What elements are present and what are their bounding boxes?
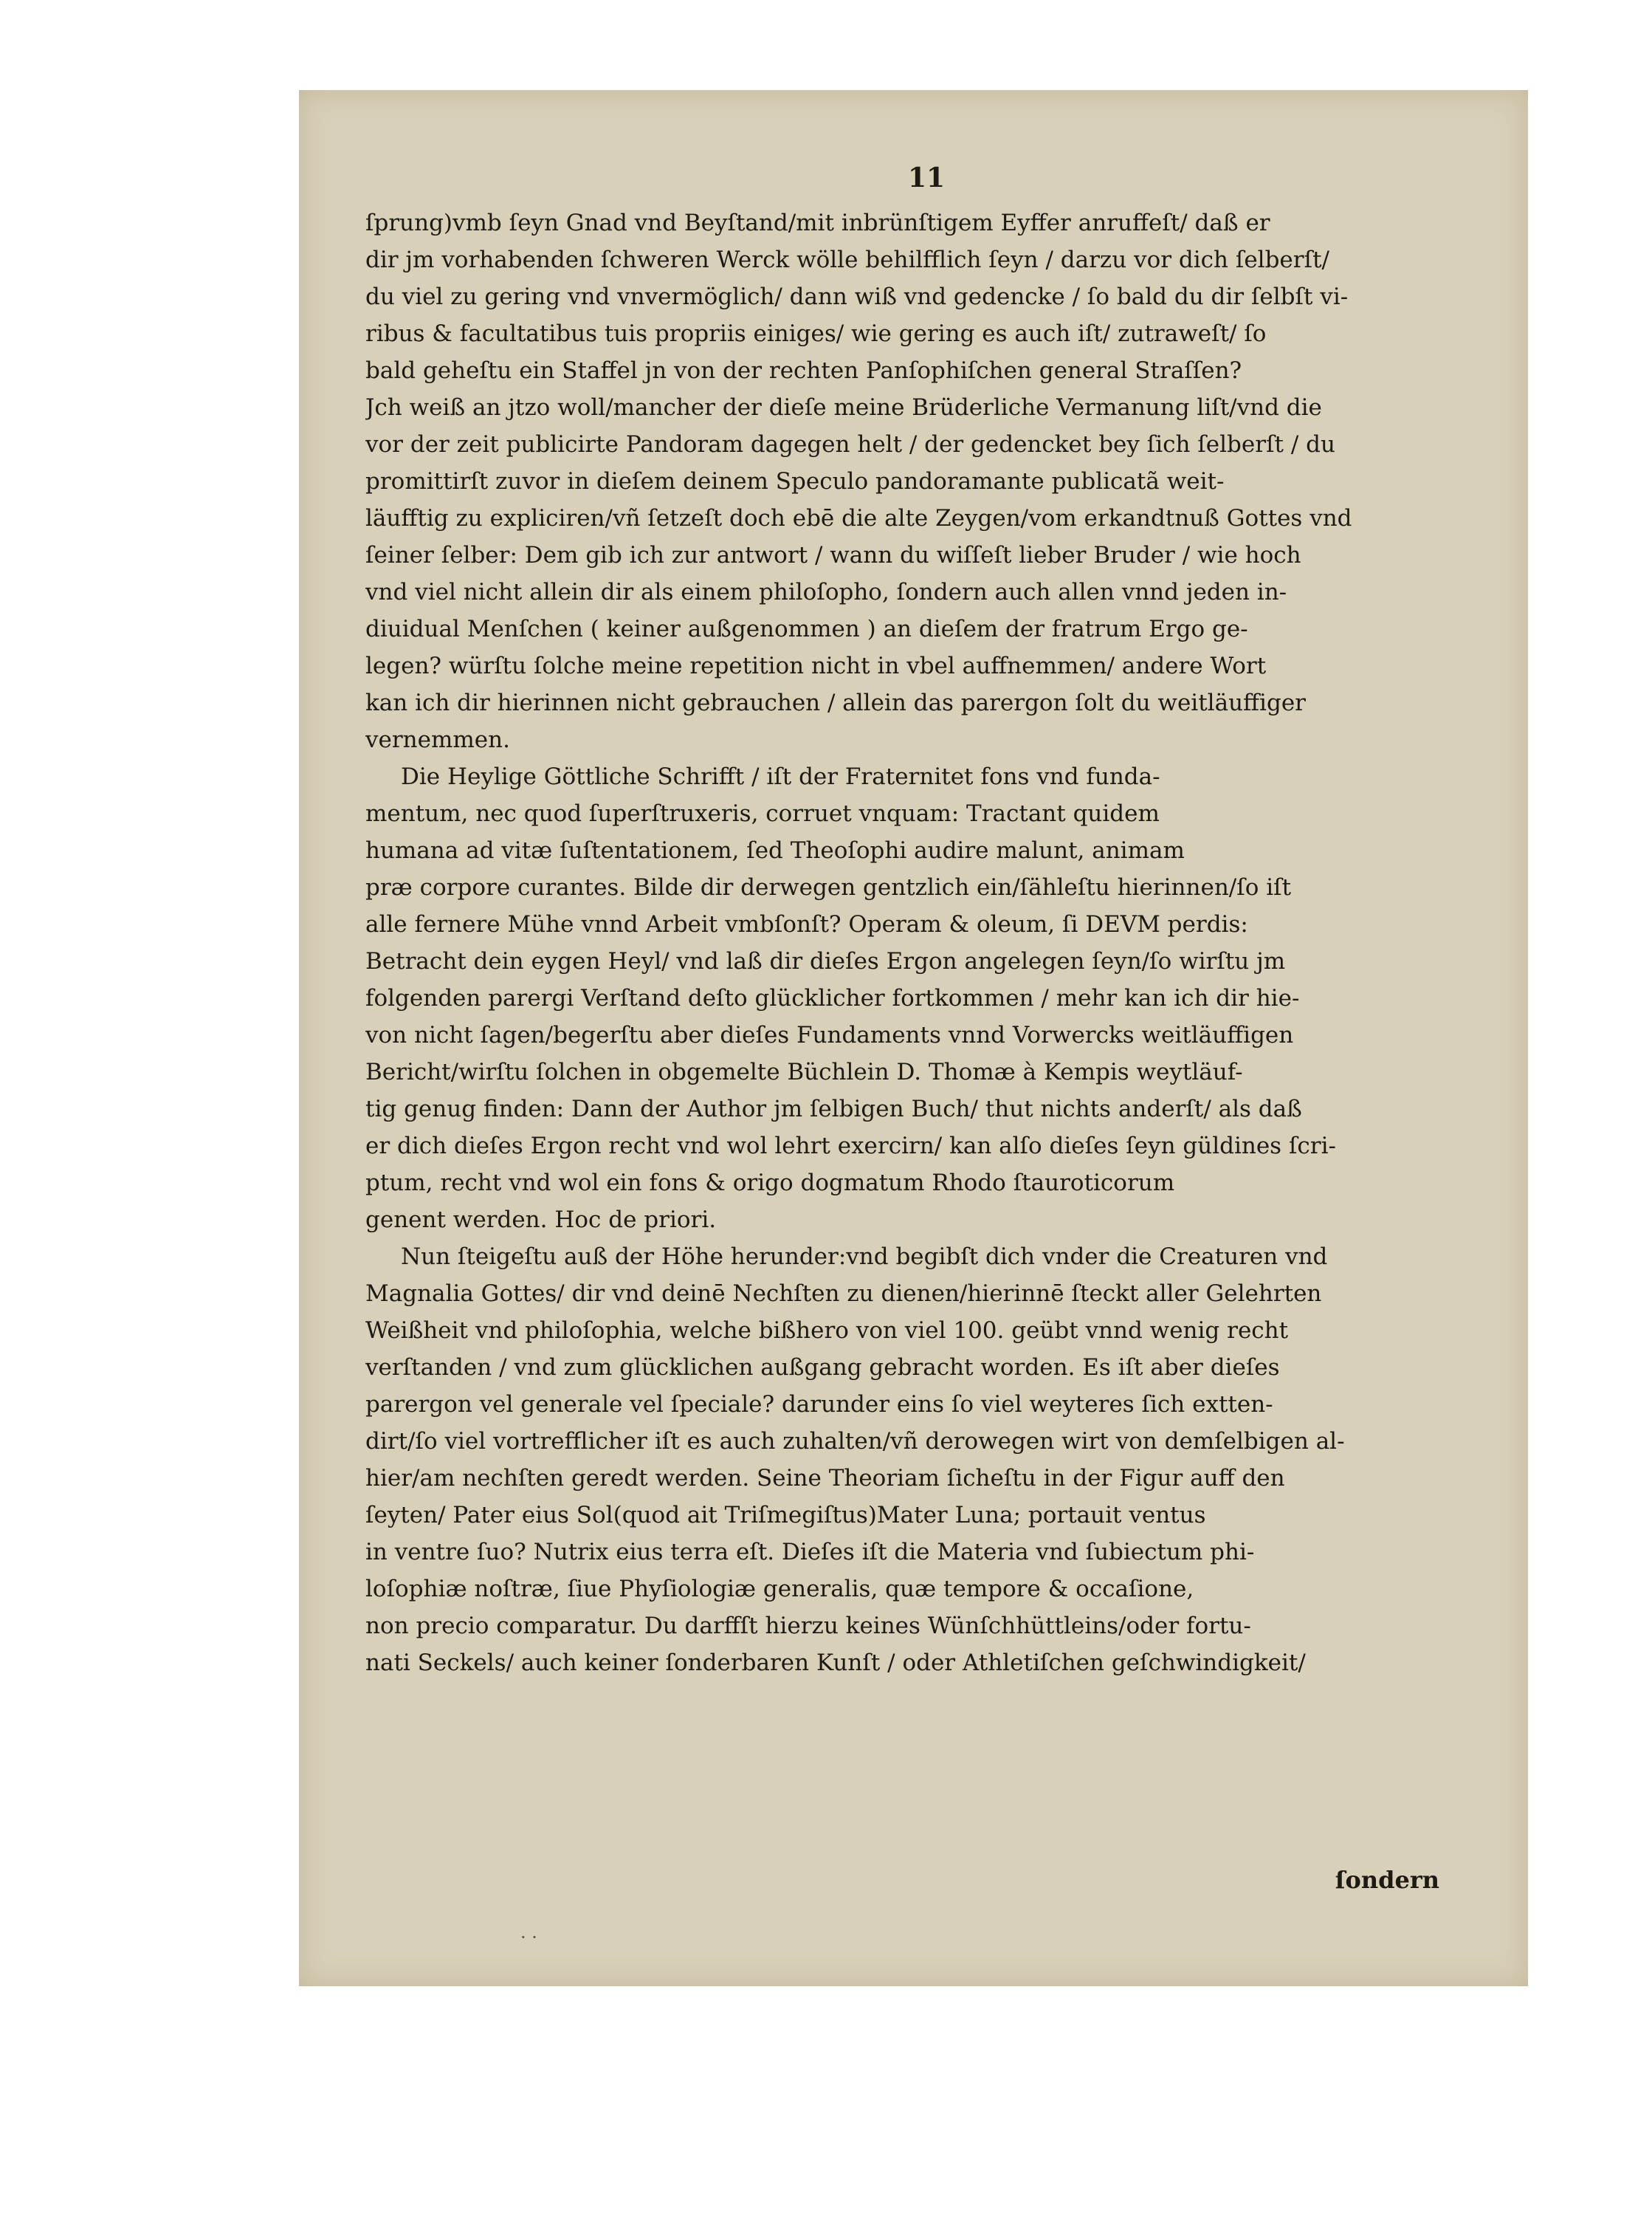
catchword: ſondern [1335,1866,1439,1894]
paragraph-start-line: Nun ſteigeſtu auß der Höhe herunder:vnd begibſt dich vnder die Creaturen vnd [401,1243,1328,1270]
text-line: ſeyten/ Pater eius Sol(quod ait Triſmegiſtus)Mater Luna; portauit ventus [365,1502,1206,1528]
text-line: Weißheit vnd philoſophia, welche bißhero von viel 100. geübt vnnd wenig recht [365,1317,1289,1344]
text-line: humana ad vitæ ſuſtentationem, ſed Theoſophi audire malunt, animam [365,837,1185,864]
text-line: loſophiæ noſtræ, ſiue Phyſiologiæ generalis, quæ tempore & occaſione, [365,1576,1194,1602]
page-text [365,205,1450,1681]
book-page [299,90,1528,1986]
text-line: kan ich dir hierinnen nicht gebrauchen / allein das parergon ſolt du weitläuffiger [365,690,1306,716]
text-line: non precio comparatur. Du darffſt hierzu keines Wünſchhüttleins/oder fortu- [365,1613,1251,1639]
text-line: nati Seckels/ auch keiner ſonderbaren Kunſt / oder Athletiſchen geſchwindigkeit/ [365,1650,1306,1676]
text-line: diuidual Menſchen ( keiner außgenommen ) an dieſem der fratrum Ergo ge- [365,616,1248,642]
text-line: Magnalia Gottes/ dir vnd deinē Nechſten zu dienen/hierinnē ſteckt aller Gelehrten [365,1280,1322,1307]
text-line: in ventre ſuo? Nutrix eius terra eſt. Dieſes iſt die Materia vnd ſubiectum phi- [365,1539,1255,1565]
text-line: von nicht ſagen/begerſtu aber dieſes Fundaments vnnd Vorwercks weitläuffigen [365,1022,1294,1048]
text-line: tig genug finden: Dann der Author jm ſelbigen Buch/ thut nichts anderſt/ als daß [365,1096,1302,1122]
text-line: ribus & facultatibus tuis propriis einiges/ wie gering es auch iſt/ zutraweſt/ ſo [365,320,1267,347]
text-line: legen? würſtu ſolche meine repetition nicht in vbel auffnemmen/ andere Wort [365,653,1267,679]
text-line: parergon vel generale vel ſpeciale? darunder eins ſo viel weyteres ſich extten- [365,1391,1273,1418]
text-line: promittirſt zuvor in dieſem deinem Speculo pandoramante publicatã weit- [365,468,1225,495]
paragraph-start-line: Die Heylige Göttliche Schrifft / iſt der Fraternitet fons vnd funda- [401,763,1160,790]
text-line: du viel zu gering vnd vnvermöglich/ dann wiß vnd gedencke / ſo bald du dir ſelbſt vi- [365,284,1349,310]
text-line: mentum, nec quod ſuperſtruxeris, corruet vnquam: Tractant quidem [365,800,1160,827]
text-line: dirt/ſo viel vortrefflicher iſt es auch zuhalten/vñ derowegen wirt von demſelbigen al- [365,1428,1345,1455]
page-number: 11 [907,162,946,193]
text-line: ſeiner ſelber: Dem gib ich zur antwort / wann du wiſſeſt lieber Bruder / wie hoch [365,542,1301,569]
text-line: vernemmen. [365,727,510,753]
text-line: hier/am nechſten geredt werden. Seine Theoriam ſicheſtu in der Figur auff den [365,1465,1285,1492]
text-line: folgenden parergi Verſtand deſto glücklicher fortkommen / mehr kan ich dir hie- [365,985,1300,1012]
text-line: ſprung)vmb ſeyn Gnad vnd Beyſtand/mit inbrünſtigem Eyffer anruffeſt/ daß er [365,210,1270,236]
text-line: vor der zeit publicirte Pandoram dagegen helt / der gedencket bey ſich ſelberſt / du [365,431,1335,458]
text-line: dir jm vorhabenden ſchweren Werck wölle behilfflich ſeyn / darzu vor dich ſelberſt/ [365,247,1329,273]
text-line: alle fernere Mühe vnnd Arbeit vmbſonſt? Operam & oleum, ſi DEVM perdis: [365,911,1248,938]
text-line: vnd viel nicht allein dir als einem philoſopho, ſondern auch allen vnnd jeden in- [365,579,1287,605]
text-line: läufftig zu expliciren/vñ ſetzeſt doch ebē die alte Zeygen/vom erkandtnuß Gottes vnd [365,505,1352,532]
text-line: verſtanden / vnd zum glücklichen außgang gebracht worden. Es iſt aber dieſes [365,1354,1280,1381]
text-line: genent werden. Hoc de priori. [365,1207,717,1233]
text-line: bald geheſtu ein Staffel jn von der rechten Panſophiſchen general Straſſen? [365,357,1242,384]
text-line: ptum, recht vnd wol ein fons & origo dogmatum Rhodo ſtauroticorum [365,1170,1175,1196]
text-line: Betracht dein eygen Heyl/ vnd laß dir dieſes Ergon angelegen ſeyn/ſo wirſtu jm [365,948,1286,975]
text-line: Bericht/wirſtu ſolchen in obgemelte Büchlein D. Thomæ à Kempis weytläuf- [365,1059,1243,1085]
ink-mark: · · [520,1927,537,1948]
text-line: præ corpore curantes. Bilde dir derwegen gentzlich ein/ſähleſtu hierinnen/ſo iſt [365,874,1292,901]
text-line: er dich dieſes Ergon recht vnd wol lehrt exercirn/ kan alſo dieſes ſeyn güldines ſcri- [365,1133,1336,1159]
text-line: Jch weiß an jtzo woll/mancher der dieſe meine Brüderliche Vermanung liſt/vnd die [365,394,1322,421]
